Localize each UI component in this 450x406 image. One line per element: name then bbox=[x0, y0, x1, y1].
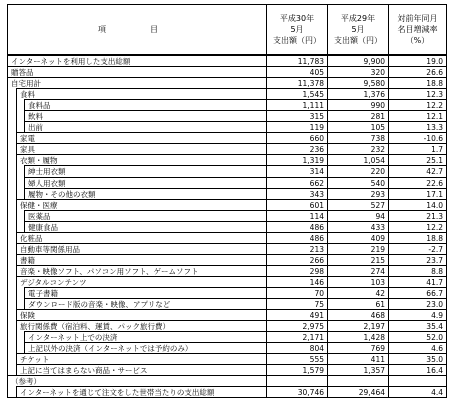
row-label: 旅行関係費（宿泊料、運賃、パック旅行費） bbox=[16, 320, 266, 331]
row-label: デジタルコンテンツ bbox=[16, 276, 266, 287]
row-value-v1: 491 bbox=[266, 309, 327, 320]
row-value-v2: 232 bbox=[327, 143, 388, 154]
table-row bbox=[8, 320, 446, 331]
row-value-v2: 42 bbox=[327, 287, 388, 298]
row-value-v3: 19.0 bbox=[388, 55, 446, 66]
header-col-change-line3: （%） bbox=[405, 36, 430, 45]
table-row bbox=[8, 110, 446, 121]
row-value-v1: 146 bbox=[266, 276, 327, 287]
row-value-v3: -2.7 bbox=[388, 243, 446, 254]
indent-guide bbox=[16, 298, 17, 309]
row-value-v2: 220 bbox=[327, 165, 388, 176]
table-row bbox=[8, 309, 446, 320]
row-label: インターネットを利用した支出総額 bbox=[8, 55, 266, 66]
row-label: 音楽・映像ソフト、パソコン用ソフト、ゲームソフト bbox=[16, 265, 266, 276]
header-col-change-line2: 名目増減率 bbox=[397, 25, 438, 34]
table-row bbox=[8, 77, 446, 88]
row-value-v1 bbox=[266, 375, 327, 386]
row-value-v3: 23.0 bbox=[388, 298, 446, 309]
table-row bbox=[8, 199, 446, 210]
table-row bbox=[8, 243, 446, 254]
row-value-v1: 213 bbox=[266, 243, 327, 254]
row-value-v2: 433 bbox=[327, 221, 388, 232]
table-row bbox=[8, 143, 446, 154]
row-value-v3: 12.3 bbox=[388, 88, 446, 99]
row-value-v2: 411 bbox=[327, 353, 388, 364]
row-value-v3: 14.0 bbox=[388, 199, 446, 210]
row-label: 家電 bbox=[16, 132, 266, 143]
row-label: 食料 bbox=[16, 88, 266, 99]
row-label: 衣類・履物 bbox=[16, 154, 266, 165]
row-value-v3: 12.1 bbox=[388, 110, 446, 121]
row-value-v3: 22.6 bbox=[388, 177, 446, 188]
row-value-v2: 9,900 bbox=[327, 55, 388, 66]
indent-guide bbox=[16, 121, 17, 132]
row-value-v2: 990 bbox=[327, 99, 388, 110]
row-value-v1: 804 bbox=[266, 342, 327, 353]
indent-guide bbox=[16, 331, 17, 342]
row-label: インターネットを通じて注文をした世帯当たりの支出総額 bbox=[16, 386, 266, 397]
row-value-v3: 12.2 bbox=[388, 99, 446, 110]
row-label: 保険 bbox=[16, 309, 266, 320]
row-label: ダウンロード版の音楽・映像、アプリなど bbox=[24, 298, 266, 309]
row-value-v2: 219 bbox=[327, 243, 388, 254]
indent-guide bbox=[16, 188, 17, 199]
row-value-v3: 42.7 bbox=[388, 165, 446, 176]
row-label: 婦人用衣類 bbox=[24, 177, 266, 188]
row-label: 自宅用計 bbox=[8, 77, 266, 88]
row-value-v1: 1,545 bbox=[266, 88, 327, 99]
table-row bbox=[8, 210, 446, 221]
table-row bbox=[8, 177, 446, 188]
row-value-v2: 738 bbox=[327, 132, 388, 143]
row-value-v3: 23.7 bbox=[388, 254, 446, 265]
row-value-v3: 18.8 bbox=[388, 77, 446, 88]
header-col-2018-line2: 5月 bbox=[290, 25, 304, 34]
row-label: （参考） bbox=[8, 375, 266, 386]
table-row bbox=[8, 386, 446, 397]
row-label: チケット bbox=[16, 353, 266, 364]
row-value-v2: 527 bbox=[327, 199, 388, 210]
row-value-v3: 13.3 bbox=[388, 121, 446, 132]
table-row bbox=[8, 364, 446, 375]
indent-guide bbox=[16, 287, 17, 298]
row-value-v3: 52.0 bbox=[388, 331, 446, 342]
row-label: 贈答品 bbox=[8, 66, 266, 77]
table-body bbox=[7, 55, 447, 398]
row-value-v3: 41.7 bbox=[388, 276, 446, 287]
row-value-v3: 8.8 bbox=[388, 265, 446, 276]
row-value-v1: 75 bbox=[266, 298, 327, 309]
row-value-v3: 35.0 bbox=[388, 353, 446, 364]
indent-guide bbox=[16, 110, 17, 121]
table-row bbox=[8, 287, 446, 298]
row-value-v2: 281 bbox=[327, 110, 388, 121]
row-value-v2: 409 bbox=[327, 232, 388, 243]
row-value-v1: 266 bbox=[266, 254, 327, 265]
row-value-v2: 293 bbox=[327, 188, 388, 199]
row-value-v3: 21.3 bbox=[388, 210, 446, 221]
row-value-v1: 11,783 bbox=[266, 55, 327, 66]
row-label: 家具 bbox=[16, 143, 266, 154]
row-value-v3: 66.7 bbox=[388, 287, 446, 298]
row-value-v2: 94 bbox=[327, 210, 388, 221]
indent-guide bbox=[16, 221, 17, 232]
row-value-v2: 215 bbox=[327, 254, 388, 265]
row-label: 保健・医療 bbox=[16, 199, 266, 210]
row-value-v1: 11,378 bbox=[266, 77, 327, 88]
row-label: 上記以外の決済（インターネットでは予約のみ） bbox=[24, 342, 266, 353]
row-value-v2: 2,197 bbox=[327, 320, 388, 331]
header-item: 項 目 bbox=[98, 25, 176, 34]
row-value-v1: 1,111 bbox=[266, 99, 327, 110]
row-label: 自動車等関係用品 bbox=[16, 243, 266, 254]
row-value-v3: -10.6 bbox=[388, 132, 446, 143]
row-value-v2: 320 bbox=[327, 66, 388, 77]
row-label: 上記に当てはまらない商品・サービス bbox=[16, 364, 266, 375]
row-value-v1: 70 bbox=[266, 287, 327, 298]
row-label: 食料品 bbox=[24, 99, 266, 110]
row-value-v2: 1,357 bbox=[327, 364, 388, 375]
row-value-v2: 103 bbox=[327, 276, 388, 287]
header-col-2018-line3: 支出額（円） bbox=[273, 36, 321, 45]
row-value-v1: 601 bbox=[266, 199, 327, 210]
row-value-v1: 298 bbox=[266, 265, 327, 276]
row-value-v1: 1,319 bbox=[266, 154, 327, 165]
expenditure-table bbox=[7, 4, 447, 398]
row-value-v2: 274 bbox=[327, 265, 388, 276]
row-label: 医薬品 bbox=[24, 210, 266, 221]
table-row bbox=[8, 165, 446, 176]
row-label: 紳士用衣類 bbox=[24, 165, 266, 176]
row-value-v1: 486 bbox=[266, 221, 327, 232]
row-value-v2: 9,580 bbox=[327, 77, 388, 88]
table-row bbox=[8, 342, 446, 353]
header-col-change bbox=[388, 5, 446, 54]
row-value-v1: 2,975 bbox=[266, 320, 327, 331]
row-value-v3: 4.9 bbox=[388, 309, 446, 320]
row-value-v3: 4.4 bbox=[388, 386, 446, 397]
table-row bbox=[8, 66, 446, 77]
indent-guide bbox=[16, 210, 17, 221]
table-row bbox=[8, 276, 446, 287]
row-label: 飲料 bbox=[24, 110, 266, 121]
row-label: 書籍 bbox=[16, 254, 266, 265]
row-label: インターネット上での決済 bbox=[24, 331, 266, 342]
row-value-v2: 1,428 bbox=[327, 331, 388, 342]
row-value-v2: 29,464 bbox=[327, 386, 388, 397]
row-value-v3: 26.6 bbox=[388, 66, 446, 77]
row-value-v2 bbox=[327, 375, 388, 386]
row-value-v3: 25.1 bbox=[388, 154, 446, 165]
row-value-v2: 1,376 bbox=[327, 88, 388, 99]
row-value-v1: 314 bbox=[266, 165, 327, 176]
table-row bbox=[8, 221, 446, 232]
table-row bbox=[8, 331, 446, 342]
row-label: 健康食品 bbox=[24, 221, 266, 232]
row-value-v2: 105 bbox=[327, 121, 388, 132]
table-row bbox=[8, 188, 446, 199]
row-value-v3 bbox=[388, 375, 446, 386]
row-value-v3: 18.8 bbox=[388, 232, 446, 243]
row-value-v1: 236 bbox=[266, 143, 327, 154]
row-value-v3: 4.6 bbox=[388, 342, 446, 353]
row-value-v1: 486 bbox=[266, 232, 327, 243]
row-value-v1: 555 bbox=[266, 353, 327, 364]
row-value-v1: 30,746 bbox=[266, 386, 327, 397]
table-row bbox=[8, 88, 446, 99]
header-col-2017-line3: 支出額（円） bbox=[334, 36, 382, 45]
table-row bbox=[8, 298, 446, 309]
table-row bbox=[8, 99, 446, 110]
table-row bbox=[8, 254, 446, 265]
row-value-v1: 662 bbox=[266, 177, 327, 188]
row-value-v2: 540 bbox=[327, 177, 388, 188]
table-row bbox=[8, 353, 446, 364]
row-value-v1: 2,171 bbox=[266, 331, 327, 342]
row-value-v2: 61 bbox=[327, 298, 388, 309]
row-value-v2: 468 bbox=[327, 309, 388, 320]
indent-guide bbox=[16, 99, 17, 110]
row-value-v1: 1,579 bbox=[266, 364, 327, 375]
row-label: 出前 bbox=[24, 121, 266, 132]
row-value-v1: 343 bbox=[266, 188, 327, 199]
row-label: 履物・その他の衣類 bbox=[24, 188, 266, 199]
header-col-2017-line1: 平成29年 bbox=[340, 14, 376, 23]
row-value-v3: 16.4 bbox=[388, 364, 446, 375]
row-value-v3: 1.7 bbox=[388, 143, 446, 154]
row-value-v1: 315 bbox=[266, 110, 327, 121]
header-col-2018-line1: 平成30年 bbox=[279, 14, 315, 23]
indent-guide bbox=[16, 177, 17, 188]
table-header bbox=[7, 4, 447, 55]
table-row bbox=[8, 132, 446, 143]
row-value-v3: 17.1 bbox=[388, 188, 446, 199]
row-value-v1: 660 bbox=[266, 132, 327, 143]
indent-guide bbox=[16, 165, 17, 176]
header-col-change-line1: 対前年同月 bbox=[397, 14, 438, 23]
row-value-v2: 769 bbox=[327, 342, 388, 353]
table-row bbox=[8, 375, 446, 386]
row-value-v3: 35.4 bbox=[388, 320, 446, 331]
table-row bbox=[8, 55, 446, 66]
table-row bbox=[8, 265, 446, 276]
row-value-v1: 114 bbox=[266, 210, 327, 221]
row-value-v3: 12.2 bbox=[388, 221, 446, 232]
row-value-v1: 119 bbox=[266, 121, 327, 132]
row-value-v1: 405 bbox=[266, 66, 327, 77]
table-row bbox=[8, 154, 446, 165]
indent-guide bbox=[16, 342, 17, 353]
table-row bbox=[8, 232, 446, 243]
header-col-2017 bbox=[327, 5, 388, 54]
header-col-2018 bbox=[266, 5, 327, 54]
table-row bbox=[8, 121, 446, 132]
row-label: 電子書籍 bbox=[24, 287, 266, 298]
row-value-v2: 1,054 bbox=[327, 154, 388, 165]
header-col-2017-line2: 5月 bbox=[351, 25, 365, 34]
row-label: 化粧品 bbox=[16, 232, 266, 243]
